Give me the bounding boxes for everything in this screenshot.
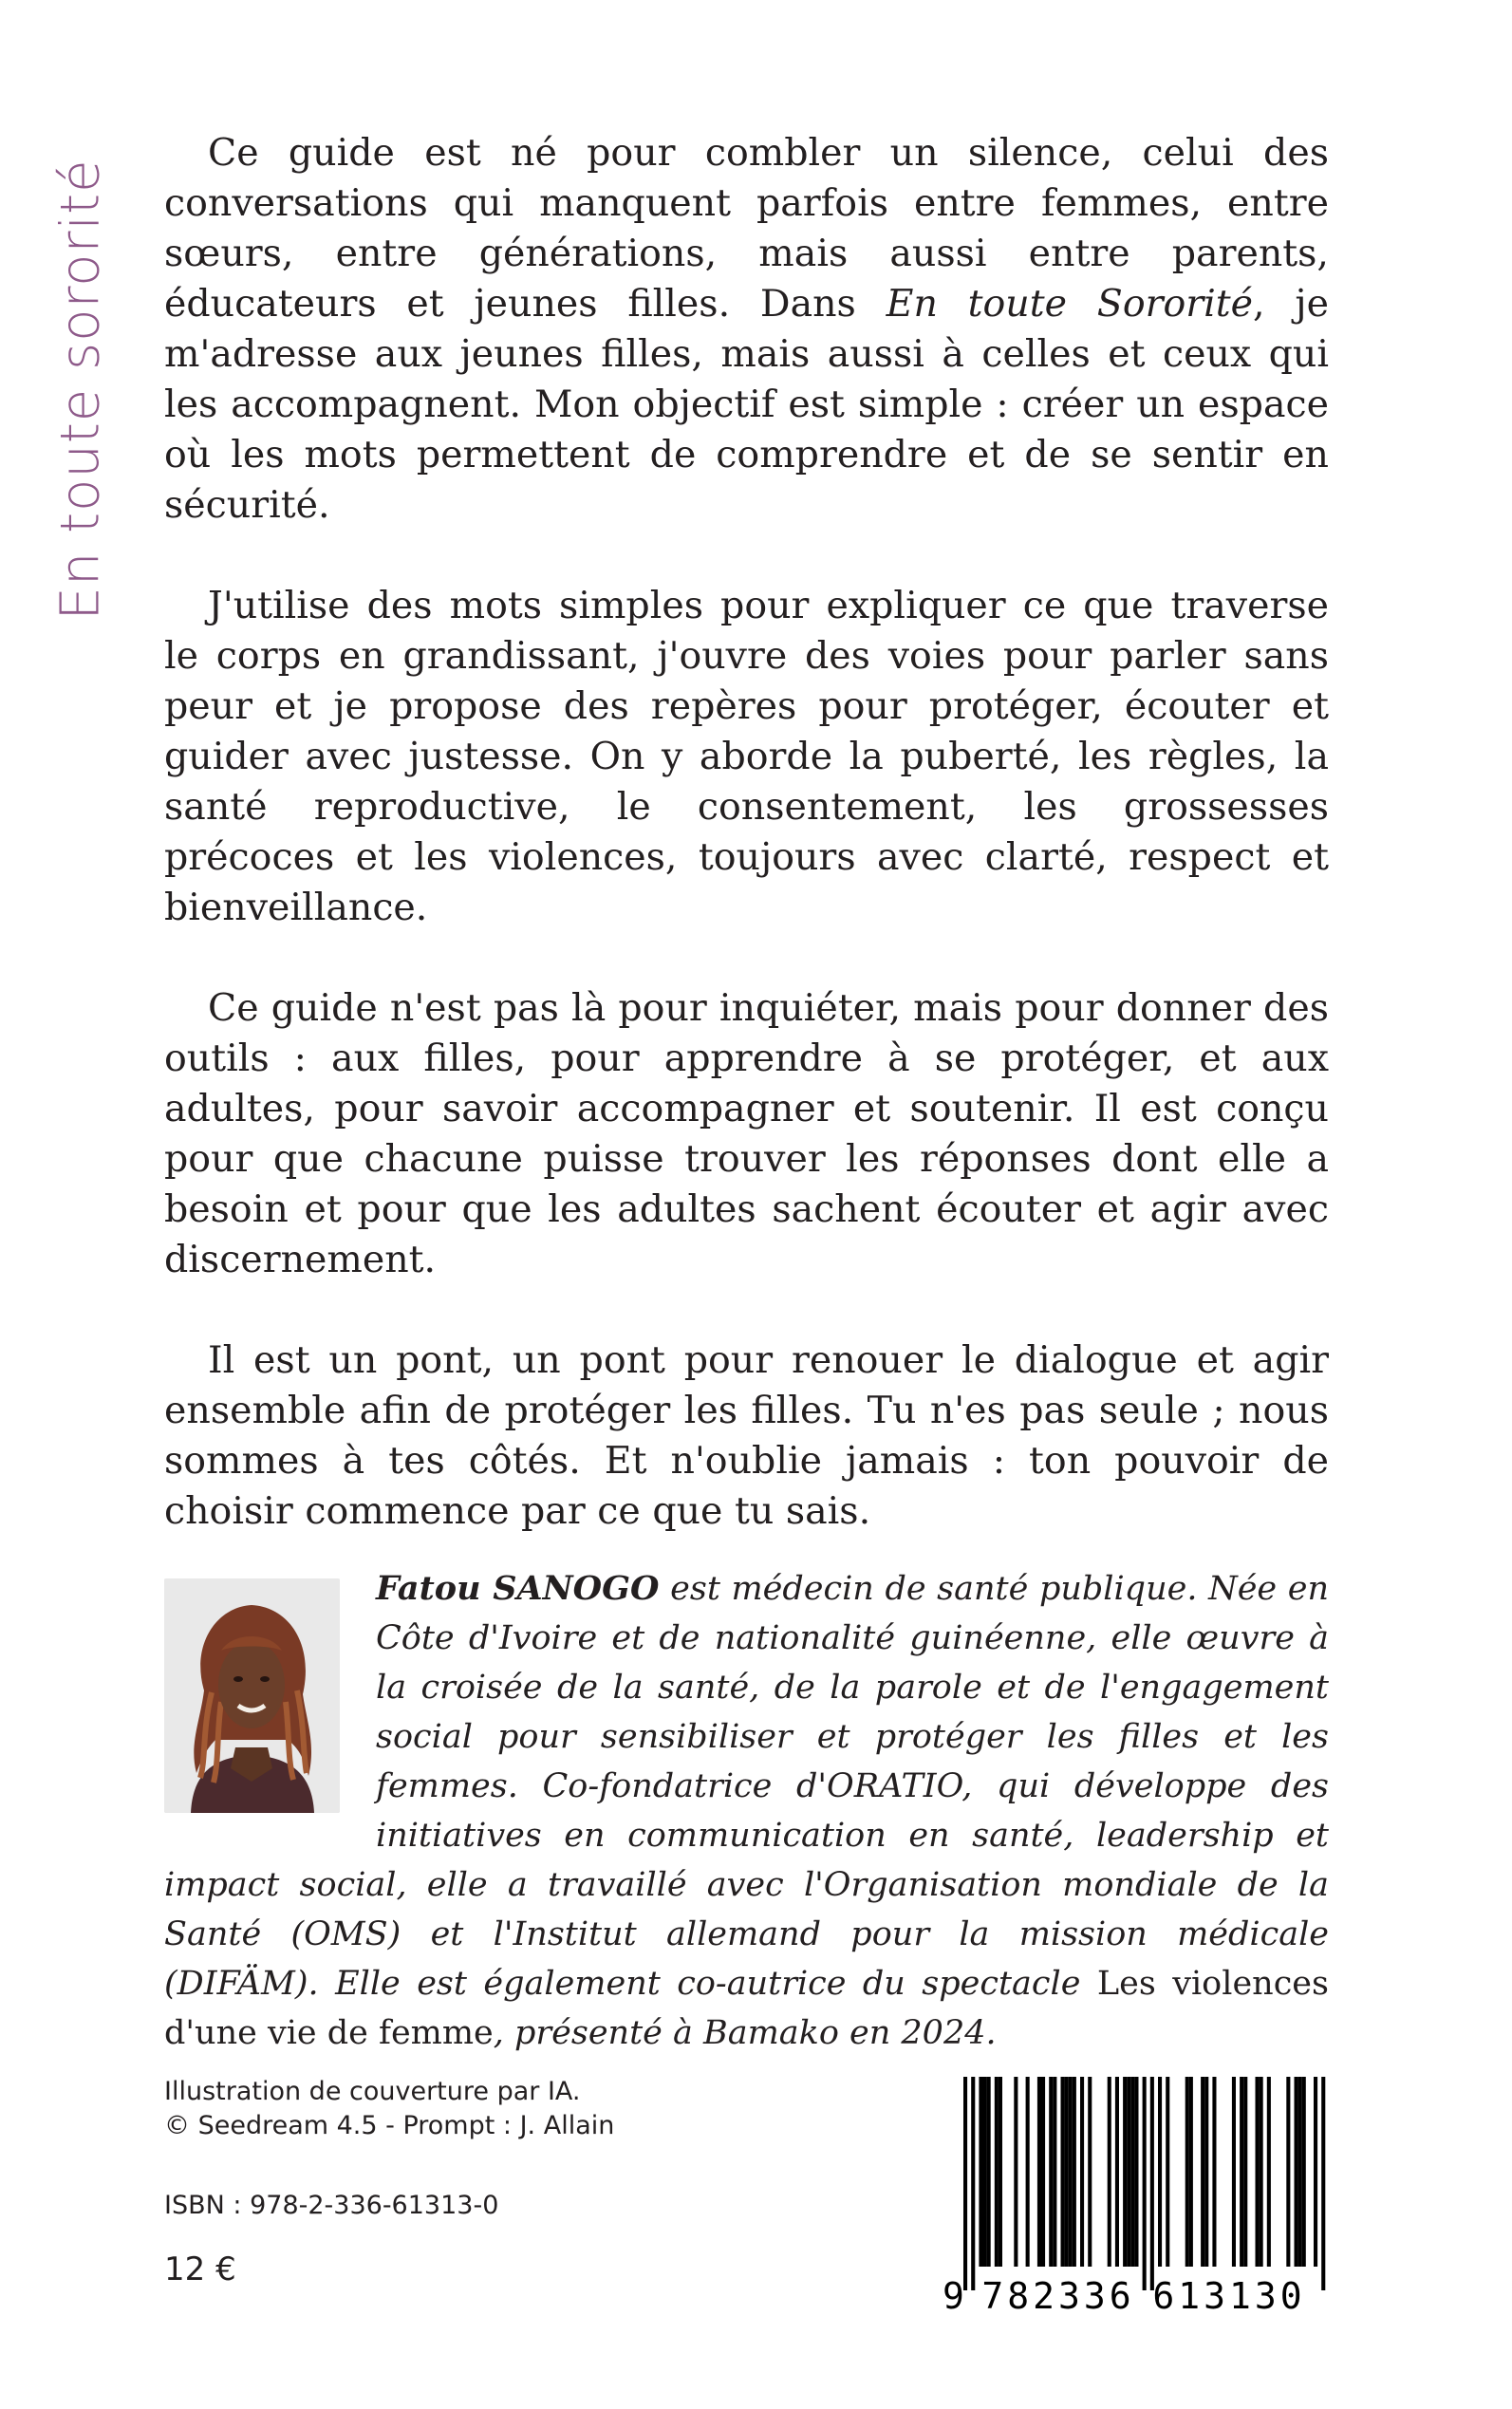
barcode-bar — [1061, 2077, 1065, 2267]
barcode-bar — [1286, 2077, 1290, 2267]
barcode-digits-right: 613130 — [1152, 2275, 1306, 2314]
barcode-bar — [1065, 2077, 1069, 2267]
barcode-bar — [1314, 2077, 1317, 2267]
barcode-bar — [1158, 2077, 1162, 2267]
barcode-bar — [1298, 2077, 1302, 2267]
barcode-bar — [1267, 2077, 1271, 2267]
spine-title — [47, 133, 114, 645]
cover-credits — [164, 2075, 696, 2143]
barcode-bar — [1037, 2077, 1041, 2267]
barcode-bar — [995, 2077, 999, 2267]
barcode-bar — [1143, 2077, 1147, 2290]
barcode-bar — [1080, 2077, 1084, 2267]
summary-paragraph-1: Ce guide est né pour combler un silence, celui des conversations qui manquent parfois entre femmes, entre sœurs, entre générations, mais aussi entre parents, éducateurs et jeunes filles. Dans En toute Sororité, je m'adresse aux jeunes filles, mais aussi à celles et ceux qui les accompagnent. Mon objectif est simple : créer un espace où les mots permettent de comprendre et de se sentir en sécurité. — [164, 131, 1329, 527]
barcode-bar — [1088, 2077, 1092, 2267]
barcode-graphic — [935, 2077, 1329, 2314]
barcode-bar — [1053, 2077, 1056, 2267]
barcode-bar — [1115, 2077, 1119, 2267]
barcode-bar — [963, 2077, 967, 2290]
barcode-bar — [983, 2077, 987, 2267]
barcode-bar — [987, 2077, 991, 2267]
author-portrait-image — [164, 1578, 340, 1813]
author-bio-text: est médecin de santé publique. Née en Côte d'Ivoire et de nationalité guinéenne, elle œuvre à la croisée de la santé, de la parole et de l'engagement social pour sensibiliser et protéger les filles et les femmes. Co-fondatrice d'ORATIO, qui développe des initiatives en communication en santé, leadership et impact social, elle a travaillé avec l'Organisation mondiale de la Santé (OMS) et l'Institut allemand pour la mission médicale (DIFÄM). Elle est également co-autrice du spectacle — [164, 1570, 1329, 2003]
author-bio — [164, 1564, 1329, 2058]
barcode-bar — [1260, 2077, 1263, 2267]
summary-paragraph-2: J'utilise des mots simples pour expliquer ce que traverse le corps en grandissant, j'ouvre des voies pour parler sans peur et je propose des repères pour protéger, écouter et guider avec justesse. On y aborde la puberté, les règles, la santé reproductive, le consentement, les grossesses précoces et les violences, toujours avec clarté, respect et bienveillance. — [164, 584, 1329, 929]
barcode-bar — [1256, 2077, 1260, 2267]
isbn: ISBN : 978-2-336-61313-0 — [164, 2191, 499, 2220]
barcode-bar — [1204, 2077, 1208, 2267]
credits-line-1: Illustration de couverture par IA. — [164, 2077, 581, 2106]
summary-paragraph-4: Il est un pont, un pont pour renouer le dialogue et agir ensemble afin de protéger les filles. Tu n'es pas seule ; nous sommes à tes côtés. Et n'oublie jamais : ton pouvoir de choisir commence par ce que tu sais. — [164, 1338, 1329, 1533]
barcode-bar — [1201, 2077, 1204, 2267]
barcode-bar — [1240, 2077, 1243, 2267]
summary-paragraph-3: Ce guide n'est pas là pour inquiéter, mais pour donner des outils : aux filles, pour apprendre à se protéger, et aux adultes, pour savoir accompagner et soutenir. Il est conçu pour que chacune puisse trouver les réponses dont elle a besoin et pour que les adultes sachent écouter et agir avec discernement. — [164, 986, 1329, 1281]
barcode-bar — [1166, 2077, 1169, 2267]
barcode-bar — [1302, 2077, 1306, 2267]
barcode-bar — [1321, 2077, 1325, 2290]
author-bio-end: , présenté à Bamako en 2024. — [493, 2014, 997, 2052]
barcode — [935, 2077, 1329, 2314]
barcode-bar — [1073, 2077, 1076, 2267]
barcode-bar — [1049, 2077, 1053, 2267]
spine-title-text: En toute sororité — [49, 158, 112, 621]
barcode-bar — [1026, 2077, 1030, 2267]
barcode-bar — [1014, 2077, 1017, 2267]
barcode-bar — [971, 2077, 975, 2290]
barcode-bar — [1243, 2077, 1247, 2267]
author-name: Fatou SANOGO — [376, 1569, 660, 1608]
back-cover-summary — [164, 128, 1329, 1537]
barcode-bar — [1185, 2077, 1189, 2267]
barcode-digit-lead: 9 — [943, 2275, 964, 2314]
barcode-bar — [979, 2077, 982, 2267]
barcode-bar — [1189, 2077, 1193, 2267]
barcode-bar — [1041, 2077, 1045, 2267]
book-title-italic: En toute Sororité — [886, 282, 1254, 326]
barcode-bar — [1150, 2077, 1154, 2290]
price: 12 € — [164, 2250, 236, 2288]
credits-line-2: © Seedream 4.5 - Prompt : J. Allain — [164, 2111, 615, 2140]
barcode-bar — [1069, 2077, 1073, 2267]
show-title: Les violences d'une vie de femme — [164, 1965, 1329, 2052]
barcode-bar — [1134, 2077, 1138, 2267]
barcode-bar — [1130, 2077, 1134, 2267]
barcode-bar — [1212, 2077, 1216, 2267]
barcode-digits-left: 782336 — [981, 2275, 1135, 2314]
barcode-bar — [1123, 2077, 1127, 2267]
barcode-bar — [999, 2077, 1002, 2267]
barcode-bar — [1108, 2077, 1111, 2267]
barcode-bar — [1127, 2077, 1130, 2267]
author-photo — [164, 1578, 340, 1813]
barcode-bar — [1232, 2077, 1236, 2267]
barcode-bar — [1295, 2077, 1298, 2267]
